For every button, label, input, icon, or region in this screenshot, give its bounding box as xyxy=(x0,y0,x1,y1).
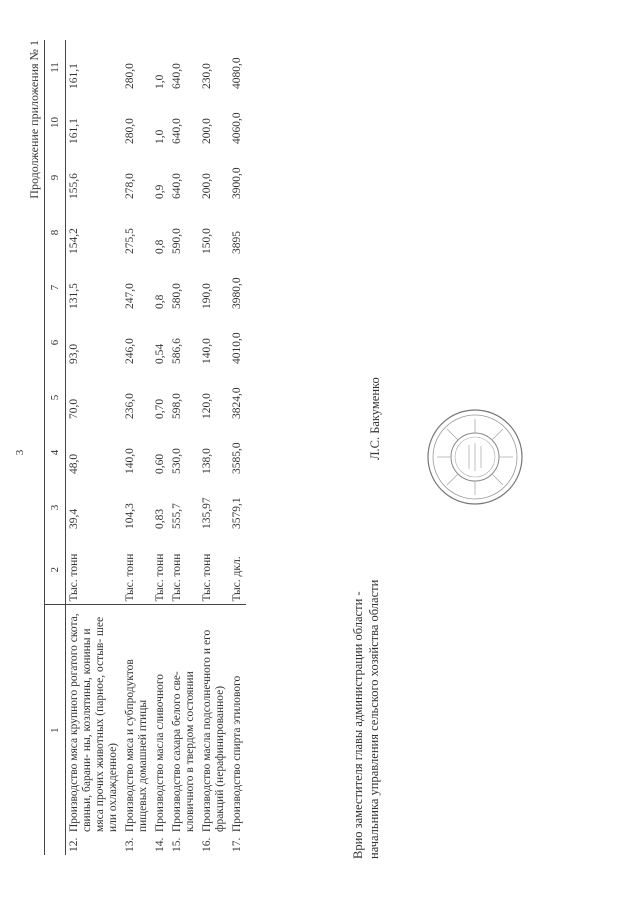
official-seal-icon xyxy=(425,407,525,507)
signer-name: Л.С. Бакуменко xyxy=(368,377,382,460)
value-cell: 154,2 xyxy=(68,228,80,254)
column-header: 7 xyxy=(45,260,66,315)
value-cell: 48,0 xyxy=(68,453,80,474)
value-cell: 120,0 xyxy=(201,393,213,419)
value-cell: 150,0 xyxy=(201,228,213,254)
value-cell: 280,0 xyxy=(124,118,136,144)
row-number: 14. xyxy=(154,837,166,852)
value-cell: 275,5 xyxy=(124,228,136,254)
value-cell: 278,0 xyxy=(124,173,136,199)
row-label xyxy=(66,605,123,855)
value-cell: 580,0 xyxy=(171,283,183,309)
column-header: 4 xyxy=(45,425,66,480)
value-cell: 0,8 xyxy=(154,294,166,309)
column-header: 10 xyxy=(45,95,66,150)
row-number: 15. xyxy=(171,837,183,852)
value-cell: 640,0 xyxy=(171,63,183,89)
row-number: 17. xyxy=(231,837,243,852)
column-header: 9 xyxy=(45,150,66,205)
column-header: 1 xyxy=(45,605,66,855)
row-number: 16. xyxy=(201,837,213,852)
row-label xyxy=(122,605,152,855)
value-cell: 236,0 xyxy=(124,393,136,419)
unit-cell: Тыс. тонн xyxy=(152,535,169,605)
table-row xyxy=(169,40,199,855)
value-cell: 161,1 xyxy=(68,118,80,144)
value-cell: 93,0 xyxy=(68,343,80,364)
signature-line-2: начальника управления сельского хозяйства области xyxy=(367,579,381,859)
value-cell: 140,0 xyxy=(201,338,213,364)
value-cell: 280,0 xyxy=(124,63,136,89)
value-cell: 140,0 xyxy=(124,448,136,474)
value-cell: 200,0 xyxy=(201,118,213,144)
value-cell: 530,0 xyxy=(171,448,183,474)
value-cell: 39,4 xyxy=(68,508,80,529)
column-header: 6 xyxy=(45,315,66,370)
value-cell: 246,0 xyxy=(124,338,136,364)
value-cell: 3900,0 xyxy=(231,167,243,199)
signature-block xyxy=(350,580,382,859)
value-cell: 200,0 xyxy=(201,173,213,199)
value-cell: 230,0 xyxy=(201,63,213,89)
unit-cell: Тыс. дкл. xyxy=(229,535,246,605)
unit-cell: Тыс. тонн xyxy=(199,535,229,605)
value-cell: 0,70 xyxy=(154,398,166,419)
value-cell: 0,83 xyxy=(154,508,166,529)
value-cell: 161,1 xyxy=(68,63,80,89)
row-name: Производство мяса крупного рогатого скота, свиньи, барани- ны, козлятины, конины и мяса прочих животных (парное, остыв- шее или охлажденное) xyxy=(68,613,119,832)
page-number: 3 xyxy=(14,449,26,456)
value-cell: 640,0 xyxy=(171,118,183,144)
value-cell: 155,6 xyxy=(68,173,80,199)
header-row xyxy=(45,40,66,855)
row-label xyxy=(199,605,229,855)
column-header: 2 xyxy=(45,535,66,605)
value-cell: 131,5 xyxy=(68,283,80,309)
value-cell: 1,0 xyxy=(154,129,166,144)
value-cell: 4060,0 xyxy=(231,112,243,144)
value-cell: 0,9 xyxy=(154,184,166,199)
value-cell: 3579,1 xyxy=(231,497,243,529)
value-cell: 0,54 xyxy=(154,343,166,364)
row-name: Производство сахара белого све- кловичного в твердом состоянии xyxy=(171,671,196,832)
value-cell: 3980,0 xyxy=(231,277,243,309)
row-name: Производство спирта этилового xyxy=(231,675,243,832)
row-name: Производство масла сливочного xyxy=(154,673,166,832)
signature-line-1: Врио заместителя главы администрации области - xyxy=(351,591,365,859)
row-number: 13. xyxy=(124,837,136,852)
value-cell: 586,6 xyxy=(171,338,183,364)
value-cell: 104,3 xyxy=(124,503,136,529)
table-row xyxy=(199,40,229,855)
value-cell: 598,0 xyxy=(171,393,183,419)
value-cell: 0,8 xyxy=(154,239,166,254)
table-row xyxy=(229,40,246,855)
value-cell: 190,0 xyxy=(201,283,213,309)
value-cell: 0,60 xyxy=(154,453,166,474)
value-cell: 138,0 xyxy=(201,448,213,474)
value-cell: 1,0 xyxy=(154,74,166,89)
value-cell: 4080,0 xyxy=(231,57,243,89)
value-cell: 4010,0 xyxy=(231,332,243,364)
table-row xyxy=(152,40,169,855)
data-table xyxy=(44,40,246,855)
unit-cell: Тыс. тонн xyxy=(66,535,123,605)
column-header: 8 xyxy=(45,205,66,260)
value-cell: 3824,0 xyxy=(231,387,243,419)
column-header: 11 xyxy=(45,40,66,95)
continuation-title: Продолжение приложения № 1 xyxy=(27,40,41,199)
row-label xyxy=(229,605,246,855)
column-header: 3 xyxy=(45,480,66,535)
table-row xyxy=(66,40,123,855)
value-cell: 590,0 xyxy=(171,228,183,254)
row-label xyxy=(169,605,199,855)
table-row xyxy=(122,40,152,855)
row-number: 12. xyxy=(68,837,80,852)
row-name: Производство масла подсолнечного и его фракций (нерафинированное) xyxy=(201,629,226,832)
value-cell: 555,7 xyxy=(171,503,183,529)
unit-cell: Тыс. тонн xyxy=(122,535,152,605)
table-body xyxy=(66,40,247,855)
column-header: 5 xyxy=(45,370,66,425)
value-cell: 70,0 xyxy=(68,398,80,419)
value-cell: 247,0 xyxy=(124,283,136,309)
row-label xyxy=(152,605,169,855)
value-cell: 3585,0 xyxy=(231,442,243,474)
value-cell: 135,97 xyxy=(201,497,213,529)
row-name: Производство мяса и субпродуктов пищевых домашней птицы xyxy=(124,659,149,832)
value-cell: 3895 xyxy=(231,231,243,254)
unit-cell: Тыс. тонн xyxy=(169,535,199,605)
value-cell: 640,0 xyxy=(171,173,183,199)
